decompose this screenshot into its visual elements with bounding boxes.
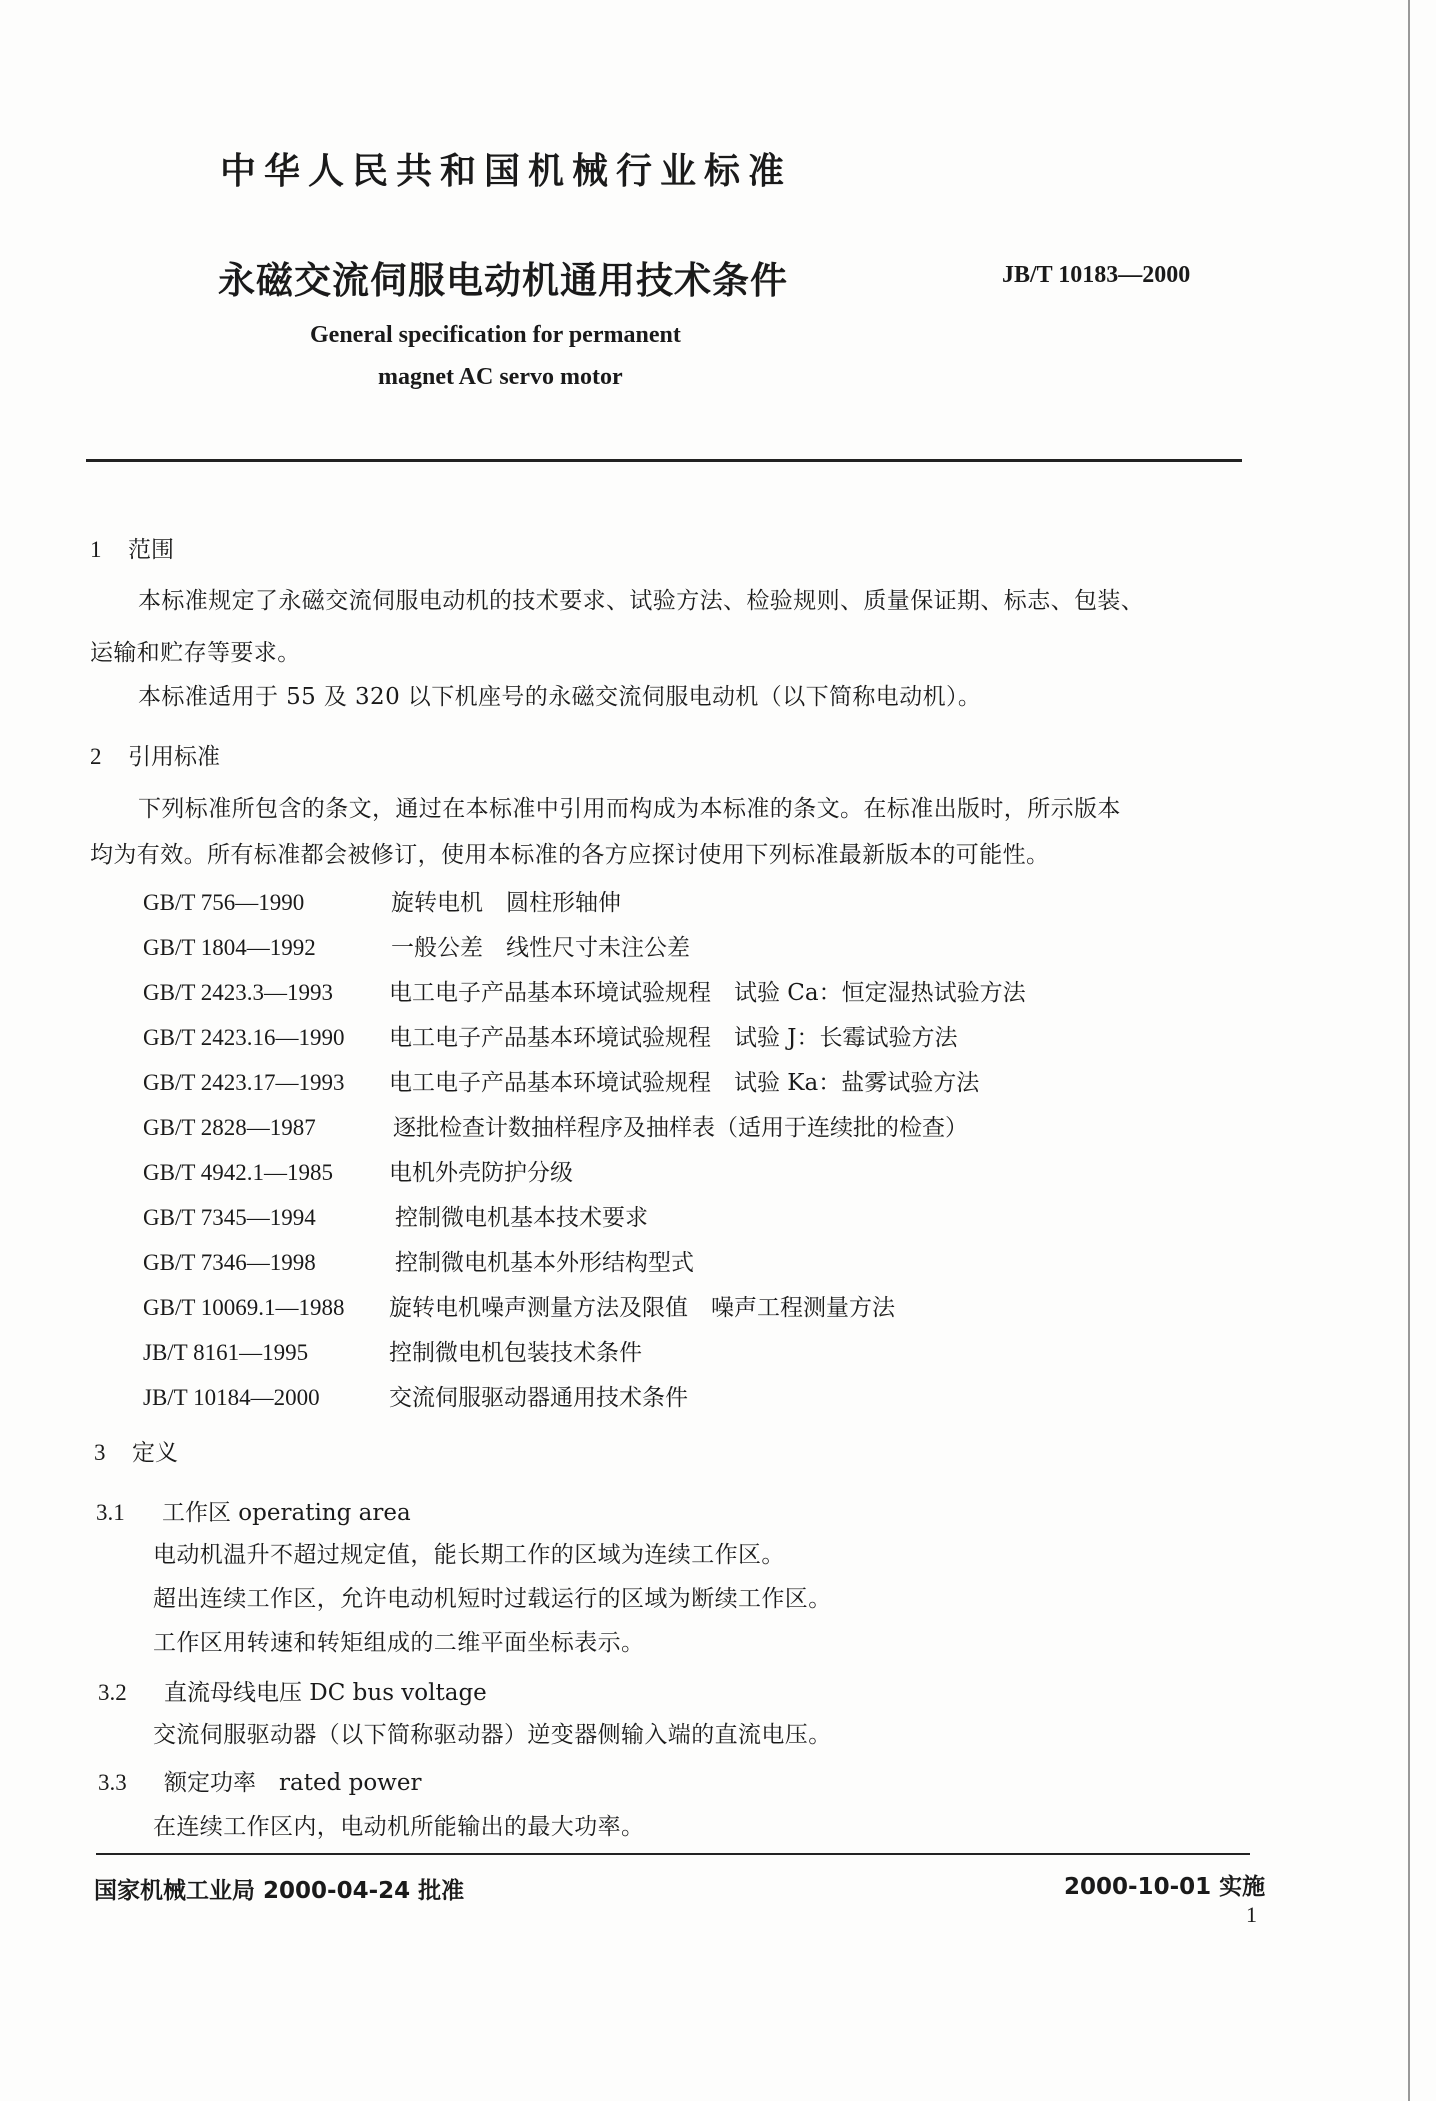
reference-title: 电工电子产品基本环境试验规程 试验 J：长霉试验方法 (389, 1025, 958, 1051)
reference-title: 控制微电机基本外形结构型式 (395, 1250, 694, 1276)
section-number: 2 (90, 744, 102, 769)
reference-code: GB/T 10069.1—1988 (143, 1295, 345, 1320)
paragraph: 本标准规定了永磁交流伺服电动机的技术要求、试验方法、检验规则、质量保证期、标志、包装、 (138, 588, 1145, 614)
reference-code: GB/T 2423.3—1993 (143, 980, 333, 1005)
paragraph: 工作区用转速和转矩组成的二维平面坐标表示。 (153, 1630, 645, 1656)
reference-item (143, 1019, 958, 1052)
paragraph: 超出连续工作区，允许电动机短时过载运行的区域为断续工作区。 (153, 1586, 832, 1612)
section-3-3-heading (98, 1764, 421, 1797)
reference-code: GB/T 4942.1—1985 (143, 1160, 333, 1185)
paragraph: 交流伺服驱动器（以下简称驱动器）逆变器侧输入端的直流电压。 (153, 1722, 832, 1748)
section-title: 范围 (128, 537, 174, 563)
reference-item (143, 1199, 648, 1232)
reference-item (143, 974, 1026, 1007)
footer-divider (96, 1853, 1250, 1855)
reference-item (143, 1289, 895, 1322)
paragraph: 本标准适用于 55 及 320 以下机座号的永磁交流伺服电动机（以下简称电动机）。 (138, 684, 982, 710)
implementation-date: 2000-10-01 实施 (1064, 1874, 1266, 1900)
standard-code: JB/T 10183—2000 (1002, 262, 1191, 288)
reference-code: GB/T 2828—1987 (143, 1115, 316, 1140)
reference-item (143, 1064, 979, 1097)
page-edge-line (1408, 0, 1410, 2101)
section-title: 额定功率 rated power (164, 1770, 422, 1796)
reference-title: 逐批检查计数抽样程序及抽样表（适用于连续批的检查） (393, 1115, 968, 1141)
standard-title: 永磁交流伺服电动机通用技术条件 (218, 259, 788, 302)
reference-item (143, 929, 690, 962)
reference-title: 电工电子产品基本环境试验规程 试验 Ka：盐雾试验方法 (389, 1070, 980, 1096)
section-1-heading (90, 531, 174, 564)
paragraph: 运输和贮存等要求。 (90, 640, 301, 666)
reference-title: 交流伺服驱动器通用技术条件 (389, 1385, 688, 1411)
section-number: 3.1 (96, 1500, 125, 1525)
section-title: 引用标准 (128, 744, 220, 770)
reference-code: GB/T 2423.17—1993 (143, 1070, 345, 1095)
section-title: 工作区 operating area (162, 1500, 411, 1526)
paragraph: 在连续工作区内，电动机所能输出的最大功率。 (153, 1814, 645, 1840)
reference-code: GB/T 756—1990 (143, 890, 305, 915)
reference-title: 旋转电机噪声测量方法及限值 噪声工程测量方法 (389, 1295, 895, 1321)
reference-item (143, 1244, 694, 1277)
section-title: 定义 (132, 1440, 178, 1466)
reference-item (143, 1109, 968, 1142)
reference-code: JB/T 8161—1995 (143, 1340, 309, 1365)
header-divider (86, 459, 1242, 462)
reference-title: 一般公差 线性尺寸未注公差 (391, 935, 690, 961)
paragraph: 均为有效。所有标准都会被修订，使用本标准的各方应探讨使用下列标准最新版本的可能性。 (90, 842, 1050, 868)
section-number: 1 (90, 537, 102, 562)
reference-code: GB/T 2423.16—1990 (143, 1025, 345, 1050)
section-2-heading (90, 738, 220, 771)
reference-code: GB/T 7346—1998 (143, 1250, 316, 1275)
english-title-line-2: magnet AC servo motor (378, 364, 623, 390)
section-3-1-heading (96, 1494, 411, 1527)
standard-org-title: 中华人民共和国机械行业标准 (220, 151, 793, 192)
reference-item (143, 1154, 573, 1187)
paragraph: 电动机温升不超过规定值，能长期工作的区域为连续工作区。 (153, 1542, 785, 1568)
reference-item (143, 1379, 688, 1412)
english-title-line-1: General specification for permanent (310, 322, 681, 348)
reference-item (143, 1334, 642, 1367)
reference-title: 电机外壳防护分级 (389, 1160, 573, 1186)
section-number: 3 (94, 1440, 106, 1465)
reference-title: 控制微电机基本技术要求 (395, 1205, 648, 1231)
section-title: 直流母线电压 DC bus voltage (164, 1680, 487, 1706)
reference-code: JB/T 10184—2000 (143, 1385, 320, 1410)
section-number: 3.3 (98, 1770, 127, 1795)
reference-title: 旋转电机 圆柱形轴伸 (391, 890, 621, 916)
approval-info: 国家机械工业局 2000-04-24 批准 (94, 1878, 465, 1904)
section-3-heading (94, 1434, 178, 1467)
reference-code: GB/T 7345—1994 (143, 1205, 316, 1230)
section-number: 3.2 (98, 1680, 127, 1705)
section-3-2-heading (98, 1674, 487, 1707)
reference-title: 电工电子产品基本环境试验规程 试验 Ca：恒定湿热试验方法 (389, 980, 1026, 1006)
reference-item (143, 884, 621, 917)
page-number: 1 (1246, 1902, 1257, 1927)
paragraph: 下列标准所包含的条文，通过在本标准中引用而构成为本标准的条文。在标准出版时，所示版本 (138, 796, 1121, 822)
reference-title: 控制微电机包装技术条件 (389, 1340, 642, 1366)
reference-code: GB/T 1804—1992 (143, 935, 316, 960)
